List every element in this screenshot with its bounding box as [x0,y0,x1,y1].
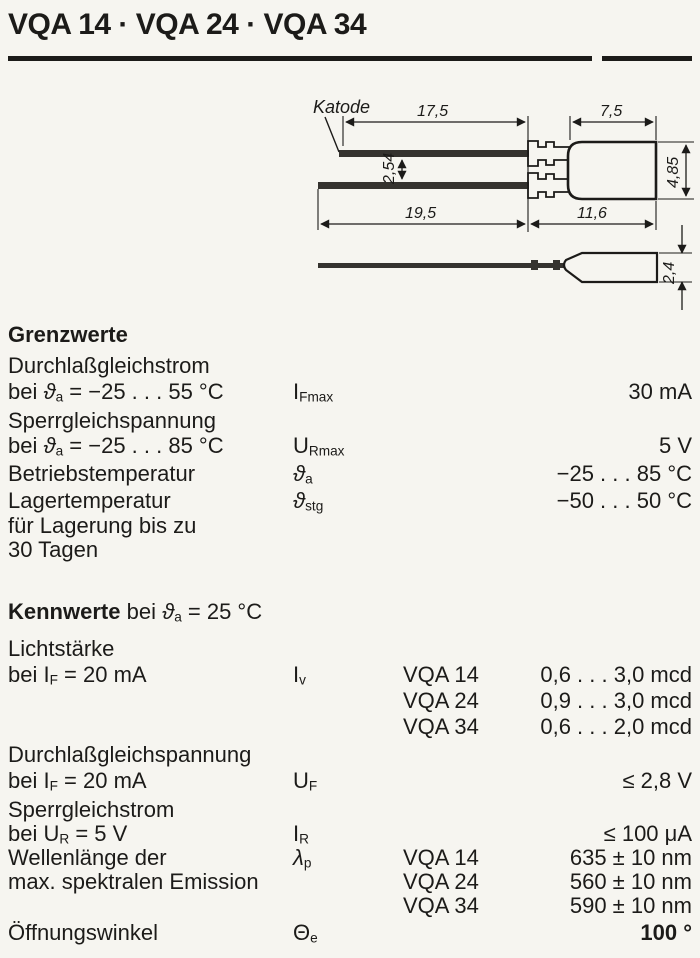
char-row-value: 100 ° [640,920,692,945]
char-row-symbol: UF [293,768,318,794]
anode-crimp [528,173,572,198]
header-rule-segment [602,56,692,61]
char-row-label: Sperrgleichstrom [8,797,175,822]
model-value: 590 ± 10 nm [569,893,692,918]
limit-row-label-cont: 30 Tagen [8,537,99,562]
limit-row-condition: bei ϑa = −25 . . . 85 °C [8,433,224,459]
limit-row-label: Sperrgleichspannung [8,408,216,433]
side-lead [318,263,565,268]
katode-label: Katode [313,97,371,117]
dim-bottom-lead-value: 19,5 [405,205,437,222]
char-row-label: Durchlaßgleichspannung [8,742,252,767]
model-value: 560 ± 10 nm [569,869,692,894]
limit-row-value: 30 mA [628,379,692,404]
char-row-condition: bei IF = 20 mA [8,662,147,688]
characteristics-heading: Kennwerte bei ϑa = 25 °C [8,599,263,625]
led-body-side [564,253,657,282]
limit-row-label: Durchlaßgleichstrom [8,353,210,378]
model-name: VQA 34 [403,893,479,918]
limit-row-value: −50 . . . 50 °C [556,488,692,513]
char-row-condition: bei IF = 20 mA [8,768,147,794]
dim-thickness-value: 2,4 [661,261,678,284]
char-row-label: Öffnungswinkel [8,920,159,945]
limit-row-value: −25 . . . 85 °C [556,461,692,486]
model-name: VQA 34 [403,714,479,739]
page-title: VQA 14 · VQA 24 · VQA 34 [8,8,367,41]
model-name: VQA 24 [403,688,479,713]
limit-row-value: 5 V [658,433,692,458]
cathode-crimp [528,141,572,166]
model-name: VQA 14 [403,845,479,870]
model-value: 0,6 . . . 3,0 mcd [540,662,692,687]
header-rule [8,56,592,61]
limit-row-symbol: IFmax [293,379,334,405]
char-row-symbol: Θe [293,920,318,946]
model-value: 0,6 . . . 2,0 mcd [540,714,692,739]
char-row-symbol: Iv [293,662,306,688]
char-row-value: ≤ 2,8 V [622,768,692,793]
led-body-front [568,142,656,199]
model-name: VQA 24 [403,869,479,894]
char-row-label: Lichtstärke [8,636,115,661]
model-value: 0,9 . . . 3,0 mcd [540,688,692,713]
char-row-label: Wellenlänge der [8,845,167,870]
dim-cap-value: 7,5 [600,103,623,120]
limit-row-symbol: URmax [293,433,345,459]
limit-row-symbol: ϑa [293,461,313,487]
model-name: VQA 14 [403,662,479,687]
limit-row-label-cont: für Lagerung bis zu [8,513,197,538]
side-lead-bump [531,260,538,270]
dim-pitch-value: 2,54 [381,152,398,184]
dim-body-value: 11,6 [577,205,607,222]
char-row-label-cont: max. spektralen Emission [8,869,259,894]
limit-row-label: Betriebstemperatur [8,461,196,486]
limit-row-condition: bei ϑa = −25 . . . 55 °C [8,379,224,405]
char-row-symbol: IR [293,821,309,847]
char-row-symbol: λp [293,845,312,871]
char-row-condition: bei UR = 5 V [8,821,128,847]
limit-row-symbol: ϑstg [293,488,324,514]
side-lead-bump [553,260,560,270]
limit-row-label: Lagertemperatur [8,488,171,513]
model-value: 635 ± 10 nm [569,845,692,870]
katode-leader-line [325,117,339,152]
limits-heading: Grenzwerte [8,322,128,347]
dim-top-lead-value: 17,5 [417,103,449,120]
dim-diameter-value: 4,85 [665,156,682,188]
cathode-lead [339,150,529,157]
anode-lead [318,182,529,189]
char-row-value: ≤ 100 μA [603,821,692,846]
package-outline-drawing [280,88,700,318]
